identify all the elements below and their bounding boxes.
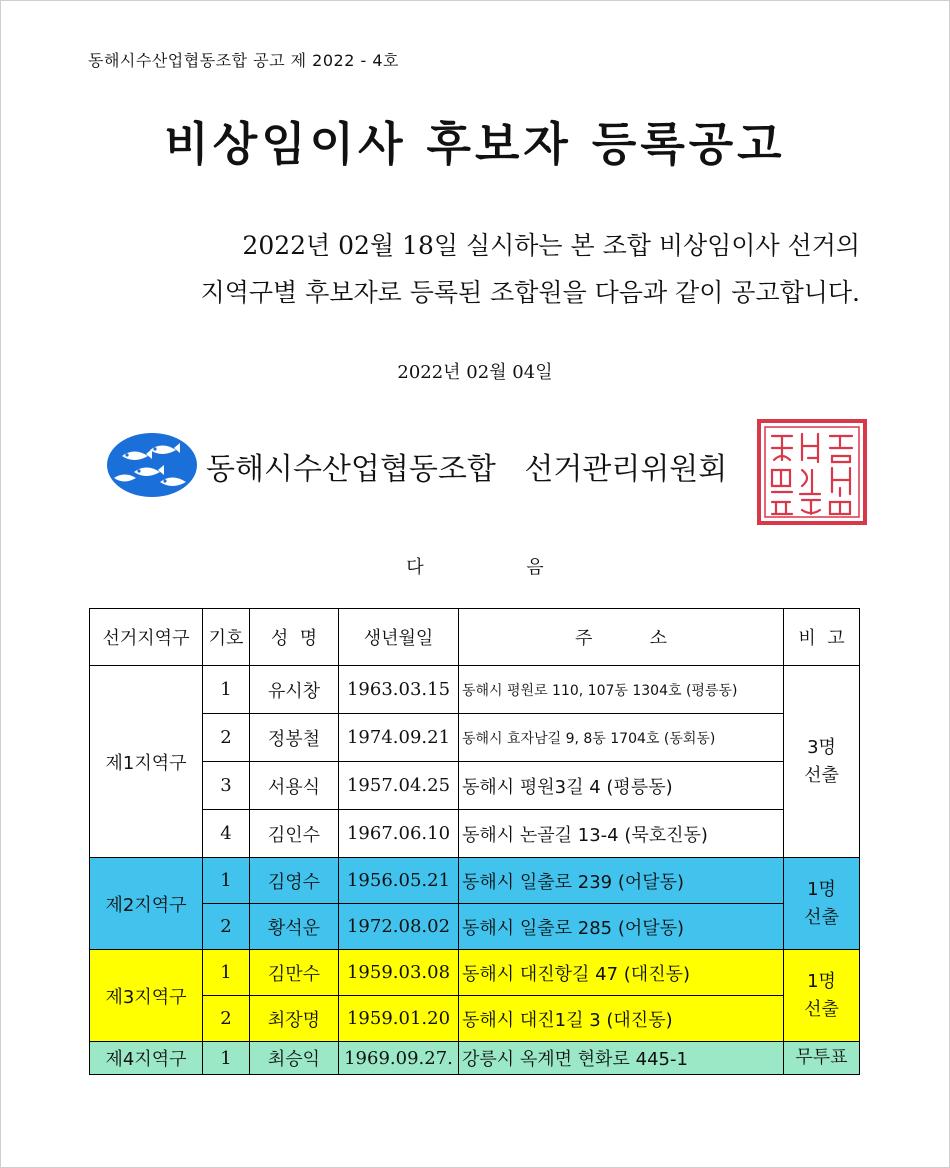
number-cell: 1 [203,950,250,996]
name-cell: 김만수 [250,950,339,996]
note-cell: 무투표 [784,1042,860,1075]
birth-cell: 1967.06.10 [339,810,459,858]
birth-cell: 1963.03.15 [339,666,459,714]
birth-cell: 1959.01.20 [339,996,459,1042]
header-district: 선거지역구 [90,609,203,666]
name-cell: 김인수 [250,810,339,858]
district-cell: 제1지역구 [90,666,203,858]
following-char-2: 음 [526,557,544,578]
district-cell: 제4지역구 [90,1042,203,1075]
number-cell: 1 [203,1042,250,1075]
number-cell: 1 [203,666,250,714]
name-cell: 황석운 [250,904,339,950]
note-cell [784,666,860,858]
district-cell: 제2지역구 [90,858,203,950]
birth-cell: 1972.08.02 [339,904,459,950]
note-cell [784,858,860,950]
header-number: 기호 [203,609,250,666]
table-row [90,810,860,858]
name-cell: 유시창 [250,666,339,714]
table-row [90,996,860,1042]
header-birth: 생년월일 [339,609,459,666]
table-row [90,1042,860,1075]
header-address: 주 소 [459,609,784,666]
table-row [90,666,860,714]
note-line-2: 선출 [804,998,839,1020]
district-cell: 제3지역구 [90,950,203,1042]
birth-cell: 1974.09.21 [339,714,459,762]
table-row [90,714,860,762]
body-line-1: 2022년 02월 18일 실시하는 본 조합 비상임이사 선거의 [242,231,860,260]
birth-cell: 1969.09.27. [339,1042,459,1075]
address-cell: 동해시 일출로 239 (어달동) [459,858,784,904]
table-row [90,858,860,904]
birth-cell: 1957.04.25 [339,762,459,810]
fish-logo-icon [106,432,198,498]
organization-name: 동해시수산업협동조합 선거관리위원회 [206,452,728,487]
number-cell: 2 [203,996,250,1042]
note-cell [784,950,860,1042]
number-cell: 4 [203,810,250,858]
note-line-1: 3명 [807,736,836,758]
number-cell: 2 [203,904,250,950]
name-cell: 최승익 [250,1042,339,1075]
address-cell: 동해시 효자남길 9, 8동 1704호 (동회동) [459,714,784,762]
number-cell: 2 [203,714,250,762]
following-char-1: 다 [406,557,424,578]
notice-body [100,222,860,316]
name-cell: 서용식 [250,762,339,810]
page-title: 비상임이사 후보자 등록공고 [164,117,786,171]
body-line-2: 지역구별 후보자로 등록된 조합원을 다음과 같이 공고합니다. [200,278,860,307]
note-line-1: 1명 [807,970,836,992]
notice-number: 동해시수산업협동조합 공고 제 2022 - 4호 [88,51,399,70]
table-header-row [90,609,860,666]
address-cell: 동해시 대진항길 47 (대진동) [459,950,784,996]
header-name: 성 명 [250,609,339,666]
table-row [90,950,860,996]
address-cell: 동해시 논골길 13-4 (묵호진동) [459,810,784,858]
table-row [90,762,860,810]
candidate-table [89,608,860,1075]
notice-date: 2022년 02월 04일 [397,362,553,383]
address-cell: 동해시 평원로 110, 107동 1304호 (평릉동) [459,666,784,714]
address-cell: 동해시 평원3길 4 (평릉동) [459,762,784,810]
birth-cell: 1956.05.21 [339,858,459,904]
following-label [0,553,950,579]
note-line-2: 선출 [804,906,839,928]
birth-cell: 1959.03.08 [339,950,459,996]
address-cell: 동해시 대진1길 3 (대진동) [459,996,784,1042]
name-cell: 정봉철 [250,714,339,762]
table-row [90,904,860,950]
note-line-2: 선출 [804,764,839,786]
note-line-1: 1명 [807,878,836,900]
number-cell: 1 [203,858,250,904]
official-seal-icon [756,418,868,526]
name-cell: 최장명 [250,996,339,1042]
address-cell: 강릉시 옥계면 현화로 445-1 [459,1042,784,1075]
header-note: 비 고 [784,609,860,666]
name-cell: 김영수 [250,858,339,904]
number-cell: 3 [203,762,250,810]
address-cell: 동해시 일출로 285 (어달동) [459,904,784,950]
